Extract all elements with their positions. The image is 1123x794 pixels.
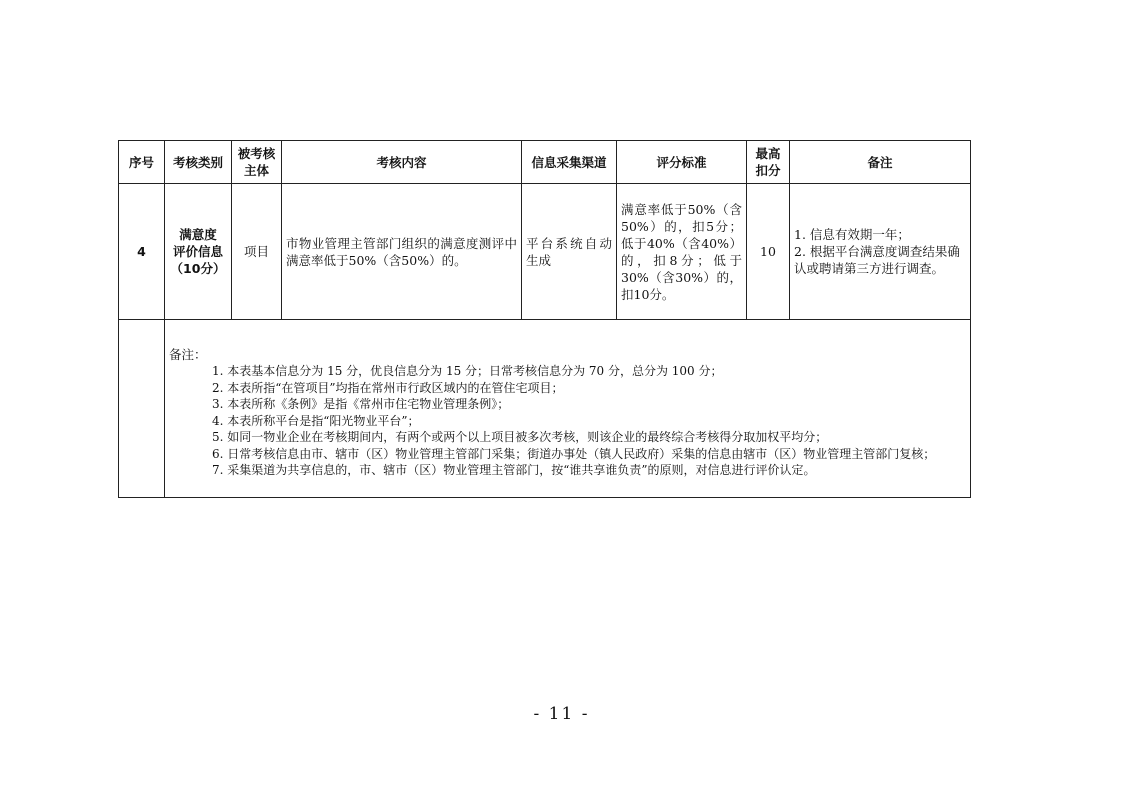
cell-remarks [790, 184, 971, 320]
header-standard: 评分标准 [617, 141, 747, 184]
table-row [119, 184, 971, 320]
note-item: 7. 采集渠道为共享信息的，市、辖市（区）物业管理主管部门，按“谁共享谁负责”的原则，对信息进行评价认定。 [212, 463, 816, 477]
note-item: 5. 如同一物业企业在考核期间内，有两个或两个以上项目被多次考核，则该企业的最终综合考核得分取加权平均分； [212, 430, 828, 444]
table-header-row [119, 141, 971, 184]
note-item: 4. 本表所称平台是指“阳光物业平台”； [212, 413, 420, 428]
remarks-line1: 1. 信息有效期一年； [794, 227, 910, 242]
category-line3: （10分） [170, 261, 226, 276]
header-channel: 信息采集渠道 [522, 141, 617, 184]
cell-content: 市物业管理主管部门组织的满意度测评中满意率低于50%（含50%）的。 [282, 184, 522, 320]
cell-category [165, 184, 232, 320]
header-max-line1: 最高 [755, 146, 781, 161]
header-content: 考核内容 [282, 141, 522, 184]
cell-seq: 4 [119, 184, 165, 320]
notes-spacer-cell [119, 320, 165, 498]
notes-list [169, 363, 970, 479]
assessment-table [118, 140, 971, 498]
header-subject-line1: 被考核 [237, 146, 276, 161]
note-item: 3. 本表所称《条例》是指《常州市住宅物业管理条例》； [212, 397, 510, 411]
header-seq: 序号 [119, 141, 165, 184]
cell-max-deduction: 10 [747, 184, 790, 320]
header-max-line2: 扣分 [755, 163, 781, 178]
header-max-deduction [747, 141, 790, 184]
notes-row [119, 320, 971, 498]
header-subject [232, 141, 282, 184]
header-category: 考核类别 [165, 141, 232, 184]
note-item: 1. 本表基本信息分为 15 分，优良信息分为 15 分；日常考核信息分为 70 分，总分为 100 分； [212, 364, 723, 378]
cell-subject: 项目 [232, 184, 282, 320]
cell-standard: 满意率低于50%（含50%）的，扣5分；低于40%（含40%）的，扣8分；低于30%（含30%）的，扣10分。 [617, 184, 747, 320]
category-line2: 评价信息 [172, 244, 223, 259]
notes-title: 备注： [169, 347, 207, 362]
cell-channel: 平台系统自动生成 [522, 184, 617, 320]
header-remarks: 备注 [790, 141, 971, 184]
remarks-line2: 2. 根据平台满意度调查结果确认或聘请第三方进行调查。 [794, 244, 960, 276]
note-item: 6. 日常考核信息由市、辖市（区）物业管理主管部门采集；街道办事处（镇人民政府）采集的信息由辖市（区）物业管理主管部门复核； [212, 446, 936, 461]
notes-cell [165, 320, 971, 498]
category-line1: 满意度 [179, 227, 217, 242]
page-number: - 11 - [533, 704, 590, 724]
note-item: 2. 本表所指“在管项目”均指在常州市行政区域内的在管住宅项目； [212, 380, 564, 395]
header-subject-line2: 主体 [243, 163, 269, 178]
